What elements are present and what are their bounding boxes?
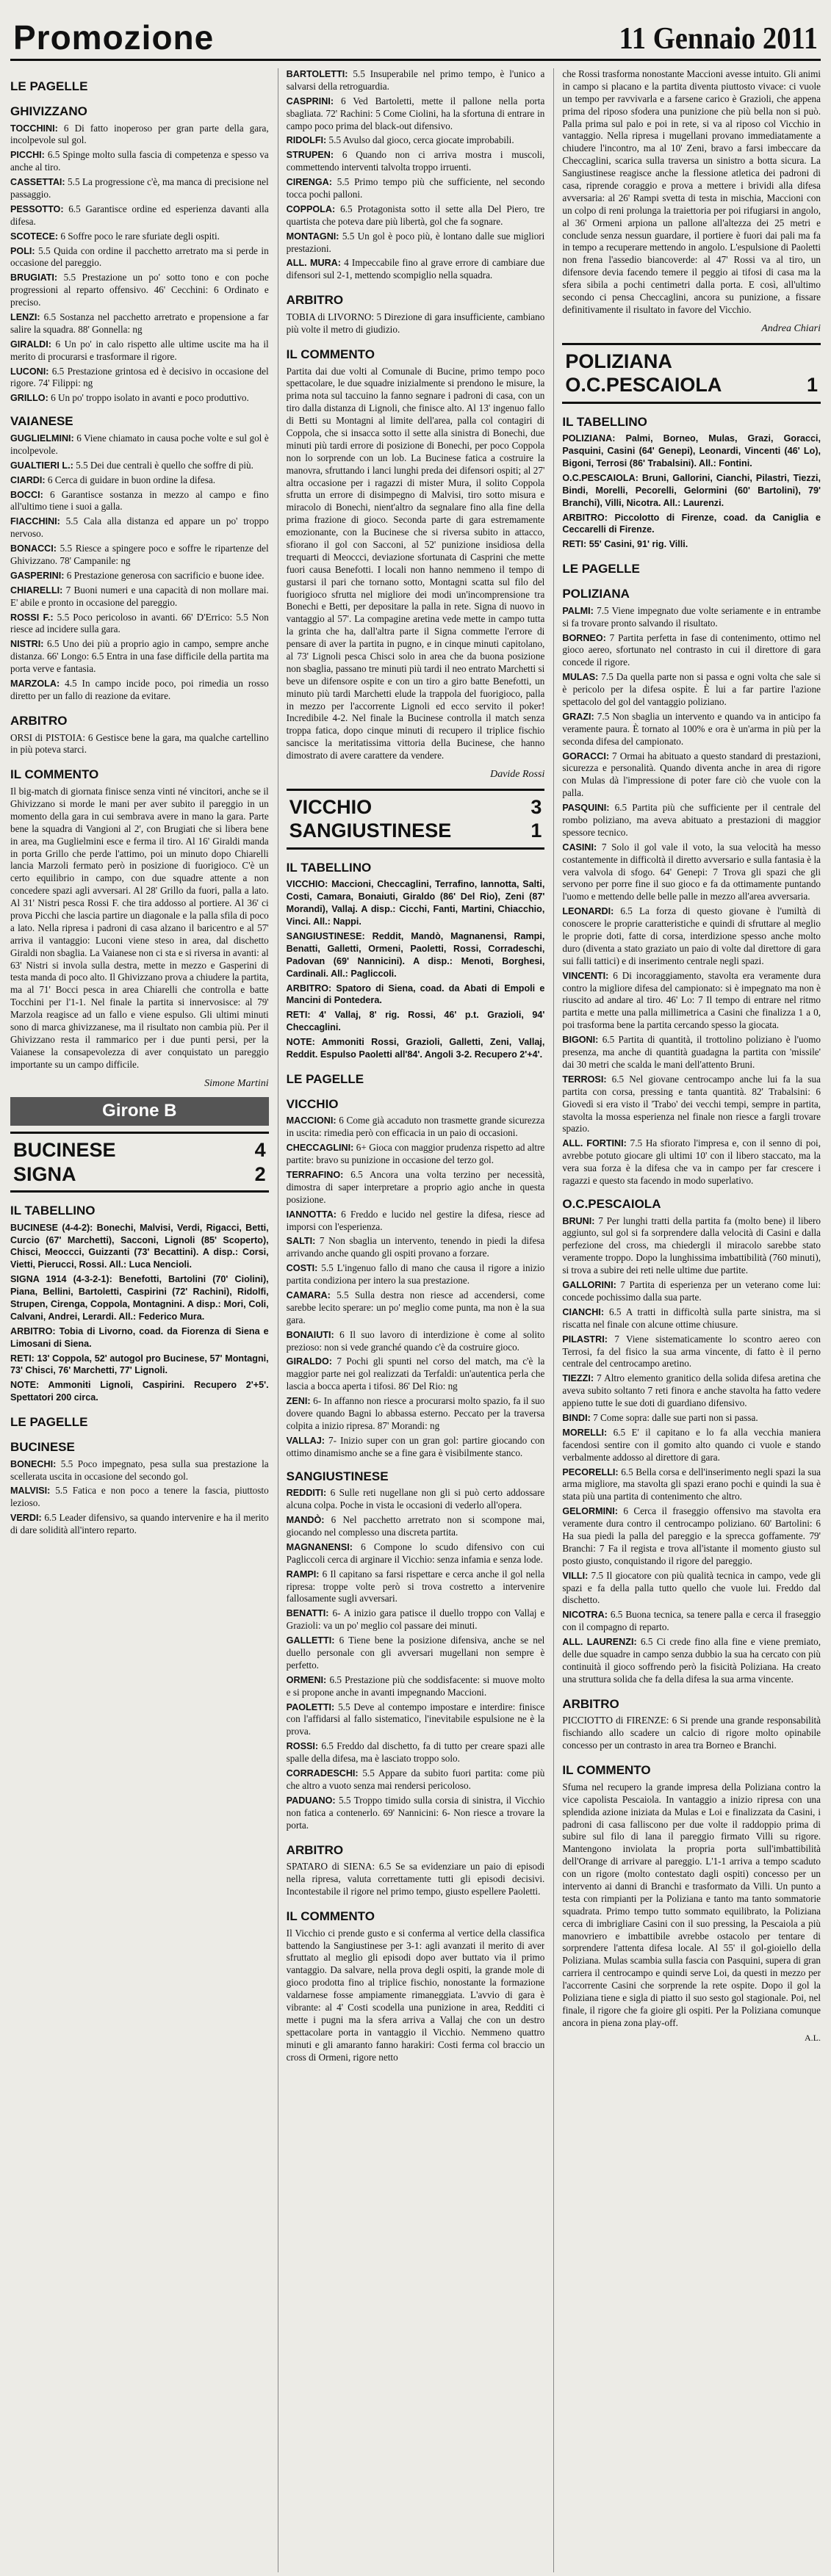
issue-date: 11 Gennaio 2011	[619, 22, 818, 56]
tabellino-text	[287, 878, 545, 1060]
player-grade: MARZOLA: 4.5 In campo incide poco, poi rimedia un rosso diretto per un fallo di reazione da evitare.	[10, 677, 269, 701]
tabellino-line: ARBITRO: Piccolotto di Firenze, coad. da Caniglia e Ceccarelli di Firenze.	[562, 512, 821, 535]
player-grade: MORELLI: 6.5 E' il capitano e lo fa alla vecchia maniera facendosi sentire con il gomito alto quando ci vuole e stando verbalmente addosso al direttore di gara.	[562, 1426, 821, 1463]
pagelle-heading: LE PAGELLE	[10, 79, 88, 93]
player-grade: BORNEO: 7 Partita perfetta in fase di contenimento, ottimo nel gioco aereo, sfortunato nel contrasto in cui il direttore di gara concede il rigore.	[562, 632, 821, 668]
commento-continued: che Rossi trasforma nonostante Maccioni avesse intuito. Gli animi in campo si placano e la partita diventa piuttosto vivace: ci vuole un tempo per ravvivarla e a farsene carico è Grazioli, che appena prima del riposo sfodera una punizione che più bella non si può. Palla prima sul palo e poi in rete, si va al riposo col Vicchio in vantaggio. Nella ripresa i mugellani provano immediatamente a chiudere l'incontro, ma al 10' Zeni, bravo a farsi imbeccare da Checcaglini, scarica sulla traversa un sinistro a botta sicura. La Sangiustinese reagisce anche la flessione atletica dei padroni di casa, riprende coraggio e prova a mettere i brividi alla difesa avversaria: al 26' Rampi svetta di testa in mischia, Maccioni con un colpo di reni prolunga la traiettoria per poi rifugiarsi in angolo, al 36' Ormeni arpiona un pallone all'altezza dei 25 metri e conclude senza nessun guardare, il portiere è fuori dai pali ma fa in tempo a recuperare mettendo in angolo. L'espulsione di Paoletti non frena l'assedio biancoverde: al 47' Rossi va al tiro, un difensore devia facendo temere il peggio ai tifosi di casa ma la sfera sibila a pochi centimetri dalla porta. E così, all'ultimo secondo ci pensa Checcaglini, ancora su punizione, a fissare definitivamente il risultato in favore del Vicchio.	[562, 68, 821, 315]
arbitro-heading: ARBITRO	[10, 713, 68, 728]
player-grade: ROSSI F.: 5.5 Poco pericoloso in avanti. 66' D'Errico: 5.5 Non riesce ad incidere sulla gara.	[10, 611, 269, 635]
author-signature: Davide Rossi	[490, 769, 545, 781]
commento-heading: IL COMMENTO	[10, 767, 99, 782]
player-grade: PESSOTTO: 6.5 Garantisce ordine ed esperienza davanti alla difesa.	[10, 203, 269, 227]
home-team: VICCHIO	[289, 795, 373, 818]
player-grade: VERDI: 6.5 Leader difensivo, sa quando intervenire e ha il merito di dare solidità all'intero reparto.	[10, 1512, 269, 1536]
tabellino-line: O.C.PESCAIOLA: Bruni, Gallorini, Cianchi, Pilastri, Tiezzi, Bindi, Morelli, Pecorelli, Gelormini (60' Bartolini), 79' Branchi), Villi, Nicotra. All.: Laurenzi.	[562, 472, 821, 508]
player-grade: MANDÒ: 6 Nel pacchetto arretrato non si scompone mai, giocando nel complesso una discreta partita.	[286, 1514, 545, 1538]
player-grade: GRAZI: 7.5 Non sbaglia un intervento e quando va in anticipo fa veramente paura. È tornato al 100% e ora è un'arma in più per la seconda difesa del campionato.	[562, 710, 821, 747]
player-grade: SALTI: 7 Non sbaglia un intervento, tenendo in piedi la difesa arrivando anche quando gli ospiti provano a forzare.	[286, 1235, 545, 1259]
player-grade: ALL. FORTINI: 7.5 Ha sfiorato l'impresa e, con il senno di poi, avrebbe potuto giocare gli ultimi 10' con il libero staccato, ma la vera sua forza è la difesa che va in campo per far crescere i ragazzi e questo sta facendo in modo superlativo.	[562, 1137, 821, 1186]
player-grade: POLI: 5.5 Quida con ordine il pacchetto arretrato ma si perde in occasione del pareggio.	[10, 245, 269, 269]
player-grade: BENATTI: 6- A inizio gara patisce il duello troppo con Vallaj e Grazioli: va un po' meglio col passare dei minuti.	[286, 1607, 545, 1632]
player-grade: SCOTECE: 6 Soffre poco le rare sfuriate degli ospiti.	[10, 230, 220, 242]
player-grades-pescaiola	[562, 1215, 821, 1686]
player-grade: MULAS: 7.5 Da quella parte non si passa e ogni volta che sale si è pericolo per la difesa ospite. È lui a far partire l'azione spettacolo del gol del vantaggio poliziano.	[562, 671, 821, 707]
author-signature: Andrea Chiari	[761, 322, 821, 334]
player-grade: ROSSI: 6.5 Freddo dal dischetto, fa di tutto per creare spazi alle spalle della difesa, ma è lasciato troppo solo.	[286, 1740, 545, 1765]
player-grade: STRUPEN: 6 Quando non ci arriva mostra i muscoli, commettendo interventi talvolta troppo irruenti.	[286, 149, 545, 173]
player-grade: CIANCHI: 6.5 A tratti in difficoltà sulla parte sinistra, ma si riscatta nel finale con alcune ottime chiusure.	[562, 1306, 821, 1330]
match-result-vicchio-sangiustinese	[287, 789, 545, 850]
player-grade: BONECHI: 5.5 Poco impegnato, pesa sulla sua prestazione la scellerata uscita in occasione del secondo gol.	[10, 1458, 269, 1482]
player-grade: BARTOLETTI: 5.5 Insuperabile nel primo tempo, è l'unico a salvarsi della retroguardia.	[286, 68, 545, 92]
player-grade: BOCCI: 6 Garantisce sostanza in mezzo al campo e fino all'ultimo tiene i suoi a galla.	[10, 488, 269, 513]
player-grade: BONAIUTI: 6 Il suo lavoro di interdizione è come al solito prezioso: non si vede granché quando c'è da costruire gioco.	[286, 1328, 545, 1353]
player-grade: PADUANO: 5.5 Troppo timido sulla corsia di sinistra, il Vicchio non fatica a contenerlo. 69' Nannicini: 6- Non riesce a trovare la porta.	[286, 1794, 545, 1831]
player-grade: REDDITI: 6 Sulle reti nugellane non gli si può certo addossare alcuna colpa. Poche in vista le occasioni di vederlo all'opera.	[286, 1487, 545, 1511]
tabellino-line: SIGNA 1914 (4-3-2-1): Benefotti, Bartolini (70' Ciolini), Piana, Bellini, Bartoletti, Caspirini (72' Rachini), Ridolfi, Strupen, Cirenga, Coppola, Montagnini. A disp.: Mori, Coli, Calvani, Andrei, Lerardi. All.: Federico Mura.	[10, 1274, 269, 1322]
player-grade: NISTRI: 6.5 Uno dei più a proprio agio in campo, sempre anche distanza. 66' Longo: 6.5 Entra in una fase difficile della partita ma porta verve e fantasia.	[10, 638, 269, 675]
tabellino-line: ARBITRO: Tobia di Livorno, coad. da Fiorenza di Siena e Limosani di Siena.	[10, 1325, 269, 1349]
player-grade: CORRADESCHI: 5.5 Appare da subito fuori partita: come più che altro a vuoto senza mai rendersi pericoloso.	[286, 1768, 545, 1791]
home-team: BUCINESE	[13, 1139, 116, 1162]
pagelle-heading-2: LE PAGELLE	[10, 1415, 88, 1430]
column-2	[278, 68, 545, 2572]
column-3	[553, 68, 821, 2572]
player-grade: TIEZZI: 7 Altro elemento granitico della solida difesa aretina che aveva subito soltanto 7 reti finora e anche stavolta ha fatto vedere appieno tutte le sue doti di guardiano difensivo.	[562, 1372, 821, 1409]
player-grade: PICCHI: 6.5 Spinge molto sulla fascia di competenza e spesso va anche al tiro.	[10, 149, 269, 173]
tabellino-line: SANGIUSTINESE: Reddit, Mandò, Magnanensi, Rampi, Benatti, Galletti, Ormeni, Paoletti, Rossi, Corradeschi, Padovan (69' Nannicini). A disp.: Menoti, Borghesi, Cardinali. All.: Pagliccoli.	[286, 931, 545, 979]
player-grades-bucinese	[10, 1458, 269, 1537]
player-grade: PILASTRI: 7 Viene sistematicamente lo scontro aereo con Terrosi, fa del fisico la sua arma vincente, di fatto è il perno centrale del centrocampo aretino.	[562, 1333, 821, 1370]
tabellino-line: RETI: 13' Coppola, 52' autogol pro Bucinese, 57' Montagni, 73' Chisci, 76' Marchetti, 77' Lignoli.	[10, 1353, 269, 1376]
home-score: 4	[254, 1139, 266, 1162]
player-grade: ORMENI: 6.5 Prestazione più che soddisfacente: si muove molto e si propone anche in avanti impegnando Maccioni.	[286, 1674, 545, 1698]
tabellino-text	[562, 433, 821, 551]
tabellino-line: NOTE: Ammoniti Rossi, Grazioli, Galletti, Zeni, Vallaj, Reddit. Espulso Paoletti all'84'. Angoli 3-2. Recupero 2'+4'.	[286, 1037, 545, 1060]
player-grade: LENZI: 6.5 Sostanza nel pacchetto arretrato e propensione a far salire la squadra. 88' Gonnella: ng	[10, 311, 269, 335]
arbitro-text-2: SPATARO di SIENA: 6.5 Se sa evidenziare un paio di episodi nella ripresa, valuta correttamente tutti gli episodi decisivi. Incontestabile il rigore nel primo tempo, giusto espellere Paoletti.	[286, 1861, 545, 1897]
home-score: 3	[530, 795, 542, 818]
tabellino-line: POLIZIANA: Palmi, Borneo, Mulas, Grazi, Goracci, Pasquini, Casini (64' Genepi), Leonardi, Vincenti (46' Lo), Bigoni, Terrosi (86' Trabalsini). All.: Fontini.	[562, 433, 821, 469]
tabellino-line: RETI: 55' Casini, 91' rig. Villi.	[562, 539, 688, 550]
player-grades-sangiustinese	[287, 1487, 545, 1831]
player-grade: IANNOTTA: 6 Freddo e lucido nel gestire la difesa, riesce ad imporsi con l'esperienza.	[286, 1208, 545, 1232]
commento-text-2: Il Vicchio ci prende gusto e si conferma al vertice della classifica battendo la Sangiustinese per 3-1: agli avanzati il merito di aver sfruttato al meglio gli episodi dopo aver buttato via il primo vantaggio. Da salvare, nella prova degli ospiti, la grande mole di gioco prodotta fino al triplice fischio, nonostante la formazione valdarnese fosse ampiamente rimaneggiata. L'avvio di gara è vibrante: al 4' Costi scodella una punizione in area, Redditi ci mette i pugni ma la sfera arriva a Vallaj che con un destro spettacolare porta in vantaggio il Vicchio. Nemmeno quattro minuti e gli amaranto fanno harakiri: Costi ferma col braccio un cross di Ormeni, rigore netto	[286, 1927, 545, 2063]
player-grade: BRUGIATI: 5.5 Prestazione un po' sotto tono e con poche progressioni al reparto offensivo. 46' Cecchini: 6 Ordinato e preciso.	[10, 272, 269, 308]
player-grade: GIRALDO: 7 Pochi gli spunti nel corso del match, ma c'è la maggior parte nei gol realizzati da Terfaldi: un'autentica perla che lascia a bocca aperta i tifosi. 86' Del Rio: ng	[286, 1356, 545, 1392]
pagelle-heading: LE PAGELLE	[562, 562, 640, 576]
player-grade: VALLAJ: 7- Inizio super con un gran gol: partire giocando con ottimo dinamismo anche se a fine gara è visibilmente stanco.	[286, 1434, 545, 1458]
player-grade: GASPERINI: 6 Prestazione generosa con sacrificio e buone idee.	[10, 569, 265, 581]
arbitro-heading: ARBITRO	[562, 1696, 619, 1711]
away-team: SIGNA	[13, 1162, 76, 1185]
away-score: 1	[530, 820, 542, 842]
player-grade: GALLETTI: 6 Tiene bene la posizione difensiva, anche se nel duello personale con gli avversari mugellani non sempre è perfetto.	[286, 1635, 545, 1671]
player-grade: LUCONI: 6.5 Prestazione grintosa ed è decisivo in occasione del rigore. 74' Filippi: ng	[10, 365, 269, 389]
tabellino-line: RETI: 4' Vallaj, 8' rig. Rossi, 46' p.t. Grazioli, 94' Checcaglini.	[286, 1010, 545, 1033]
player-grade: VILLI: 7.5 Il giocatore con più qualità tecnica in campo, vede gli spazi e fa della palla tutto quello che vuole lui. Freddo dal dischetto.	[562, 1569, 821, 1606]
commento-heading: IL COMMENTO	[562, 1763, 651, 1778]
home-team: POLIZIANA	[565, 350, 672, 372]
team-heading-sangiustinese: SANGIUSTINESE	[286, 1469, 389, 1483]
team-heading-bucinese: BUCINESE	[10, 1439, 75, 1454]
commento-heading-2: IL COMMENTO	[286, 1909, 375, 1923]
away-team: O.C.PESCAIOLA	[565, 374, 722, 397]
score-row-home	[565, 350, 818, 373]
team-heading-poliziana: POLIZIANA	[562, 587, 630, 601]
away-team: SANGIUSTINESE	[289, 820, 452, 842]
player-grade: GUALTIERI L.: 5.5 Dei due centrali è quello che soffre di più.	[10, 459, 253, 471]
player-grade: CIRENGA: 5.5 Primo tempo più che sufficiente, nel secondo tocca pochi palloni.	[286, 176, 545, 200]
player-grade: CHECCAGLINI: 6+ Gioca con maggior prudenza rispetto ad altre partite: bravo su punizione in occasione del terzo gol.	[286, 1142, 545, 1166]
commento-text: Partita dai due volti al Comunale di Bucine, primo tempo poco spettacolare, le due squadre inizialmente si prendono le misure, la prima nota sul taccuino la fanno segnare i padroni di casa, con un tiro dalla distanza di Lignoli, che finisce alto. Al 13' ingenuo fallo di Betti su Montagni al limite dell'area, palla col contagiri di Coppola, che si insacca sotto il sette alla sinistra di Bonechi, due minuti più tardi errore di posizione di Bonechi, per poco Coppola non lo sorprende con un lob. La Bucinese fatica a costruire la manovra, sfruttando i lanci lunghi preda dei difensori ospiti; al 27' altra occasione per i ragazzi di mister Mura, il solito Coppola sfrutta un errore di disimpegno di Malvisi, tiro sotto misura e miracolo di Bonechi, nient'altro da segnalare fino alla fine della prima frazione di gioco. Seconda parte di gara estremamente emozionante, con la Bucinese che si riversa subito in attacco, sfiorano il gol con Sacconi, al 52' punizione insidiosa della trequarti di Meoccci, deviazione sfortunata di Casprini che mette fuori causa Benefotti. I locali non hanno nemmeno il tempo di gustarsi il pari che tornano sotto, Montagni scatta sul filo del fuorigioco sfrutta nel migliore dei modi un'incomprensione tra Bonechi e Betti, per depositare la palla in rete. Signa di nuovo in vantaggio al 57'. La compagine aretina vede mette in campo tutta la grinta che ha, dall'altra parte il Signa commette l'errore di pensare di aver la partita in pugno, e in cinque minuti capitolano, al 73' Lignoli pesca Chisci solo in area che da buona posizione non sbaglia, passano tre minuti più tardi il neo entrato Marchetti si beve un difensore ospite e con un tiro a giro batte Benefotti, un minuto più tardi Marchetti elude la trappola del fuorigioco, palla in mezzo per l'accorrente Lignoli ed ecco servito il poker! Incredibile 4-2. Nel finale la Bucinese controlla il match senza troppa fatica, dopo cinque minuti di recupero il triplice fischio sancisce la meritatissima vittoria della Bucinese, che hanno dimostrato di avere carattere da vendere.	[286, 365, 545, 761]
player-grade: CIARDI: 6 Cerca di guidare in buon ordine la difesa.	[10, 474, 216, 485]
match-result-bucinese-signa	[10, 1132, 269, 1193]
player-grade: MACCIONI: 6 Come già accaduto non trasmette grande sicurezza in uscita: rimedia però con efficacia in un paio di occasioni.	[286, 1115, 545, 1139]
team-heading-ghivizzano: GHIVIZZANO	[10, 104, 87, 118]
article-columns	[10, 68, 821, 2572]
player-grade: NICOTRA: 6.5 Buona tecnica, sa tenere palla e cerca il fraseggio con il compagno di reparto.	[562, 1609, 821, 1633]
player-grade: GALLORINI: 7 Partita di esperienza per un veterano come lui: concede pochissimo dalla sua parte.	[562, 1279, 821, 1303]
team-heading-vaianese: VAIANESE	[10, 414, 73, 429]
player-grade: PAOLETTI: 5.5 Deve al contempo impostare e interdire: finisce con l'affidarsi al fallo sistematico, l'inevitabile espulsione ne è la prova.	[286, 1701, 545, 1737]
arbitro-text: TOBIA di LIVORNO: 5 Direzione di gara insufficiente, cambiano più volte il metro di giudizio.	[286, 311, 545, 335]
page-header	[10, 0, 821, 61]
player-grade: CASINI: 7 Solo il gol vale il voto, la sua velocità ha messo costantemente in difficoltà il diretto avversario e sulla fantasia è la vera valvola di sfogo. 64' Genepi: 7 Trova gli spazi che gli servono per porre fine il suo gioco e fa da ottimamente puntando l'uomo e mettendo delle belle palle in mezzo all'area avversaria.	[562, 841, 821, 902]
player-grade: MAGNANENSI: 6 Compone lo scudo difensivo con cui Pagliccoli cerca di arginare il Vicchio: senza infamia e senza lode.	[286, 1541, 545, 1565]
player-grades-poliziana	[562, 605, 821, 1187]
player-grade: PECORELLI: 6.5 Bella corsa e dell'inserimento negli spazi la sua arma migliore, ma stavolta gli spazi erano pochi e quindi la sua è stata più una partita di contenimento che altro.	[562, 1466, 821, 1502]
player-grade: CASPRINI: 6 Ved Bartoletti, mette il pallone nella porta sbagliata. 72' Rachini: 5 Come Ciolini, ha la sfortuna di entrare in campo poco prima del black-out difensivo.	[286, 95, 545, 131]
commento-heading: IL COMMENTO	[286, 347, 375, 361]
player-grade: GIRALDI: 6 Un po' in calo rispetto alle ultime uscite ma ha il merito di procurarsi e trasformare il rigore.	[10, 338, 269, 362]
pagelle-heading: LE PAGELLE	[286, 1071, 364, 1086]
tabellino-line: VICCHIO: Maccioni, Checcaglini, Terrafino, Iannotta, Salti, Costi, Camara, Bonaiuti, Giraldo (86' Del Rio), Zeni (87' Morandi), Vallaj. A disp.: Cicchi, Fanti, Martini, Chiacchio, Vinci. All.: Nappi.	[286, 879, 545, 927]
match-result-poliziana-pescaiola	[562, 343, 821, 404]
player-grade: TOCCHINI: 6 Di fatto inoperoso per gran parte della gara, incolpevole sul gol.	[10, 122, 269, 146]
player-grade: PALMI: 7.5 Viene impegnato due volte seriamente e in entrambe si fa trovare pronto salvando il risultato.	[562, 604, 821, 629]
commento-text: Il big-match di giornata finisce senza vinti né vincitori, anche se il Ghivizzano si morde le mani per aver subito il pareggio in un momento della gara in cui sembrava avere in mano la gara. Parte bene la squadra di Vangioni al 2', con Brugiati che si libera bene in area, ma Guglielmini esce e ferma il tiro. Al 16' Giraldi manda in porta Grillo che perde l'attimo, poi un minuto dopo Chiarelli lancia Marzoli fermato però in posizione di fuorigioco. C'è un certo equilibrio in campo, con due squadre attente a non concedere spazi agli avversari. Al 28' Grillo da fuori, palla a lato. Al 31' Nistri pesca Rossi F. che tira addosso al portiere. Al 36' ci prova Picchi che lascia partire un diagonale e la palla sfila di poco a lato. Nella ripresa i padroni di casa alzano il baricentro e al 57' arriva il vantaggio: Luconi viene steso in area, dal dischetto Giraldi non sbaglia. La Vaianese non ci sta e si riversa in avanti: al 63' Nistri si invola sulla destra, mette in mezzo e Gasperini di testa manda di poco alto. Il Ghivizzano prova a chiudere la partita, ma al 71' Bocci pesca in area Chiarelli che controlla e batte Tocchini per l'1-1. Nel finale la partita si innervosisce: al 79' Marzola reagisce ad un fallo e viene espulso. Gli ultimi minuti sono di marca ghivizzanese, ma il risultato non cambia più. Per il Ghivizzano resta il rammarico per i due punti persi, per la Vaianese la consapevolezza di aver conquistato un pareggio importante su un campo difficile.	[10, 786, 269, 1070]
player-grade: TERRAFINO: 6.5 Ancora una volta terzino per necessità, dimostra di saper interpretare a proprio agio anche in questa posizione.	[286, 1169, 545, 1205]
tabellino-heading: IL TABELLINO	[286, 860, 372, 875]
tabellino-line: ARBITRO: Spatoro di Siena, coad. da Abati di Empoli e Mancini di Pontedera.	[286, 983, 545, 1006]
author-initials: A.L.	[805, 2032, 821, 2043]
player-grade: BIGONI: 6.5 Partita di quantità, il trottolino poliziano è l'uomo presenza, ma anche di quantità guadagna la partita con 'missile' dai 30 metri che scalda le mani dell'attento Bruni.	[562, 1034, 821, 1070]
arbitro-heading-2: ARBITRO	[286, 1842, 344, 1857]
player-grade: CHIARELLI: 7 Buoni numeri e una capacità di non mollare mai. E' abile e pronto in occasione del pareggio.	[10, 584, 269, 608]
away-score: 2	[254, 1162, 266, 1185]
arbitro-text: ORSI di PISTOIA: 6 Gestisce bene la gara, ma qualche cartellino in più poteva starci.	[10, 731, 269, 756]
player-grade: BONACCI: 5.5 Riesce a spingere poco e soffre le ripartenze del Ghivizzano. 78' Campanile: ng	[10, 543, 269, 566]
player-grade: MALVISI: 5.5 Fatica e non poco a tenere la fascia, piuttosto lezioso.	[10, 1485, 269, 1509]
arbitro-text: PICCIOTTO di FIRENZE: 6 Si prende una grande responsabilità fischiando allo scadere un calcio di rigore molto opinabile concesso per un contrasto in area tra Borneo e Branchi.	[562, 1715, 821, 1751]
player-grade: MONTAGNI: 5.5 Un gol è poco più, è lontano dalle sue migliori prestazioni.	[286, 230, 545, 254]
score-row-away	[13, 1162, 266, 1186]
team-heading-vicchio: VICCHIO	[286, 1096, 339, 1111]
player-grade: GELORMINI: 6 Cerca il fraseggio offensivo ma stavolta era veramente dura contro il centrocampo poliziano. 60' Bartolini: 6 Ha sua piedi la palla del pareggio e la sprecca goffamente. 79' Branchi: 7 Fa il regista e trova all'istante il momento giusto sul posto giusto, conquistando il rigore del pareggio.	[562, 1505, 821, 1566]
section-title: Promozione	[13, 18, 215, 57]
player-grade: VINCENTI: 6 Di incoraggiamento, stavolta era veramente dura contro la migliore difesa del campionato: si è impegnato ma non è riuscito ad andare al tiro. 46' Lo: 7 Il tempo di entrare nel ritmo partita e mette una palla millimetrica a Casini che finalizza 1 a 0, poi trasforma bene la partita cercando spesso la giocata.	[562, 969, 821, 1031]
player-grades-signa	[287, 68, 545, 282]
girone-banner: Girone B	[10, 1097, 269, 1126]
arbitro-heading: ARBITRO	[286, 293, 344, 308]
tabellino-line: BUCINESE (4-4-2): Bonechi, Malvisi, Verdi, Rigacci, Betti, Curcio (67' Marchetti), Sacconi, Lignoli (85' Scoperto), Chisci, Meoccci, Guizzanti (73' Becattini). A disp.: Corsi, Vietti, Pierucci, Rossi. All.: Luca Nencioli.	[10, 1222, 269, 1270]
player-grade: BINDI: 7 Come sopra: dalle sue parti non si passa.	[562, 1411, 758, 1423]
score-row-away	[289, 819, 542, 842]
team-heading-pescaiola: O.C.PESCAIOLA	[562, 1196, 661, 1211]
player-grade: ALL. MURA: 4 Impeccabile fino al grave errore di cambiare due difensori sul 2-1, mettendo scompiglio nella squadra.	[286, 257, 545, 281]
player-grade: ALL. LAURENZI: 6.5 Ci crede fino alla fine e viene premiato, delle due squadre in campo senza dubbio la sua ha cercato con più continuità il gioco soffrendo però la fisicità Poliziana. Ha creato una struttura solida che fa della difesa la sua arma vincente.	[562, 1636, 821, 1685]
player-grade: COSTI: 5.5 L'ingenuo fallo di mano che causa il rigore a inizio partita condiziona per intero la sua prestazione.	[286, 1262, 545, 1287]
player-grade: CAMARA: 5.5 Sulla destra non riesce ad accendersi, come sarebbe lecito sperare: un po' meglio come punta, ma non è la sua gara.	[286, 1289, 545, 1325]
player-grade: LEONARDI: 6.5 La forza di questo giovane è l'umiltà di conoscere le proprie caratteristiche e quindi di sfruttare al meglio le proprie doti, fatte di corsa, interdizione spesso anche molto duro (diventa a stato graziato un paio di volte dal direttore di gara sui falli tattici) e di inserimento centrale negli spazi.	[562, 905, 821, 966]
player-grades-ghivizzano	[10, 123, 269, 405]
player-grade: GUGLIELMINI: 6 Viene chiamato in causa poche volte e sul gol è incolpevole.	[10, 432, 269, 456]
player-grade: RIDOLFI: 5.5 Avulso dal gioco, cerca giocate improbabili.	[286, 134, 514, 146]
tabellino-line: NOTE: Ammoniti Lignoli, Caspirini. Recupero 2'+5'. Spettatori 200 circa.	[10, 1380, 269, 1403]
commento-text: Sfuma nel recupero la grande impresa della Poliziana contro la vice capolista Pescaiola. In vantaggio a inizio ripresa con una splendida azione iniziata da Mulas e Loi e finalizzata da Casini, i padroni di casa falliscono per due volte il raddoppio prima di subire sul filo di lana il pareggio firmato Villi su rigore. Mantengono inviolata la propria porta sull'imbattibilità dell'Orange di arrivare al pareggio. L'1-1 arriva a tempo scaduto con un rigore (molto contestato dagli ospiti) concesso per un intervento ai danni di Branchi e trasformato da Villi. Un punto a testa con rimpianti per la Poliziana e tanto ma tanto sommatorie squadrata. Primo tempo tutto sommato equilibrato, la Poliziana cerca di imbrigliare Casini con il suo pressing, la Pescaiola a più manovriero e imbattibile avrebbe ostacolo per tentare di sorprendere l'attenta difesa locale. Al 55' il gol-gioiello della Poliziana. Mulas scambia sulla fascia con Pasquini, supera di gran carriera il centrocampo e quindi serve Loi, da questi in mezzo per l'accorrente Casini che sorprende la rete ospite. Dopo il gol la Poliziana tiene e sigla di piatto il suo sesto gol stagionale. Poi, nel finale, il rigore che fa gioire gli ospiti. Per la Poliziana comunque ancora in piena zona play-off.	[562, 1781, 821, 2028]
score-row-home	[289, 795, 542, 819]
player-grade: GRILLO: 6 Un po' troppo isolato in avanti e poco produttivo.	[10, 392, 249, 404]
player-grade: ZENI: 6- In affanno non riesce a procurarsi molto spazio, fa il suo dovere quando Bagni lo abbassa esterno. Peccato per la traversa colpita a inizio ripresa. 87' Morandi: ng	[286, 1395, 545, 1431]
player-grade: RAMPI: 6 Il capitano sa farsi rispettare e cerca anche il gol nella ripresa: troppe volte però si trova costretto a intervenire fallosamente sugli avversari.	[286, 1568, 545, 1604]
tabellino-text	[10, 1222, 269, 1404]
player-grade: COPPOLA: 6.5 Protagonista sotto il sette alla Del Piero, tre quartista che poteva dare più libertà, gol che fa sognare.	[286, 203, 545, 227]
player-grade: BRUNI: 7 Per lunghi tratti della partita fa (molto bene) il libero aggiunto, sul gol si fa sorprendere dalla velocità di Casini e dalla perfezione del cross, ma chiedergli il miracolo sarebbe stato veramente troppo. Dopo la lunghissima imbattibilità (760 minuti), si trova a subire dei reti nelle ultime due partite.	[562, 1215, 821, 1276]
player-grade: FIACCHINI: 5.5 Cala alla distanza ed appare un po' troppo nervoso.	[10, 515, 269, 540]
tabellino-heading: IL TABELLINO	[10, 1203, 96, 1218]
score-row-home	[13, 1138, 266, 1162]
player-grades-vicchio	[287, 1115, 545, 1459]
player-grades-vaianese	[10, 433, 269, 703]
column-1	[10, 68, 269, 2572]
player-grade: GORACCI: 7 Ormai ha abituato a questo standard di prestazioni, sicurezza e personalità. Quando diventa anche in area di rigore con Mulas dà l'impressione di poter fare ciò che vuole con la palla.	[562, 750, 821, 799]
tabellino-heading: IL TABELLINO	[562, 414, 647, 429]
author-signature: Simone Martini	[204, 1077, 269, 1089]
score-row-away	[565, 373, 818, 397]
match-score: 1	[806, 374, 819, 397]
player-grade: TERROSI: 6.5 Nel giovane centrocampo anche lui fa la sua partita con corsa, pressing e tanta quantità. 82' Trabalsini: 6 Giovedì si era visto il 'Trabo' dei vecchi tempi, sempre in partita, stavolta la mossa esperienza nel finale non riesce a fargli trovare spazio.	[562, 1073, 821, 1135]
player-grade: PASQUINI: 6.5 Partita più che sufficiente per il centrale del rombo poliziano, ma aveva abituato a prestazioni di maggior spessore tecnico.	[562, 802, 821, 838]
player-grade: CASSETTAI: 5.5 La progressione c'è, ma manca di precisione nel passaggio.	[10, 176, 269, 200]
